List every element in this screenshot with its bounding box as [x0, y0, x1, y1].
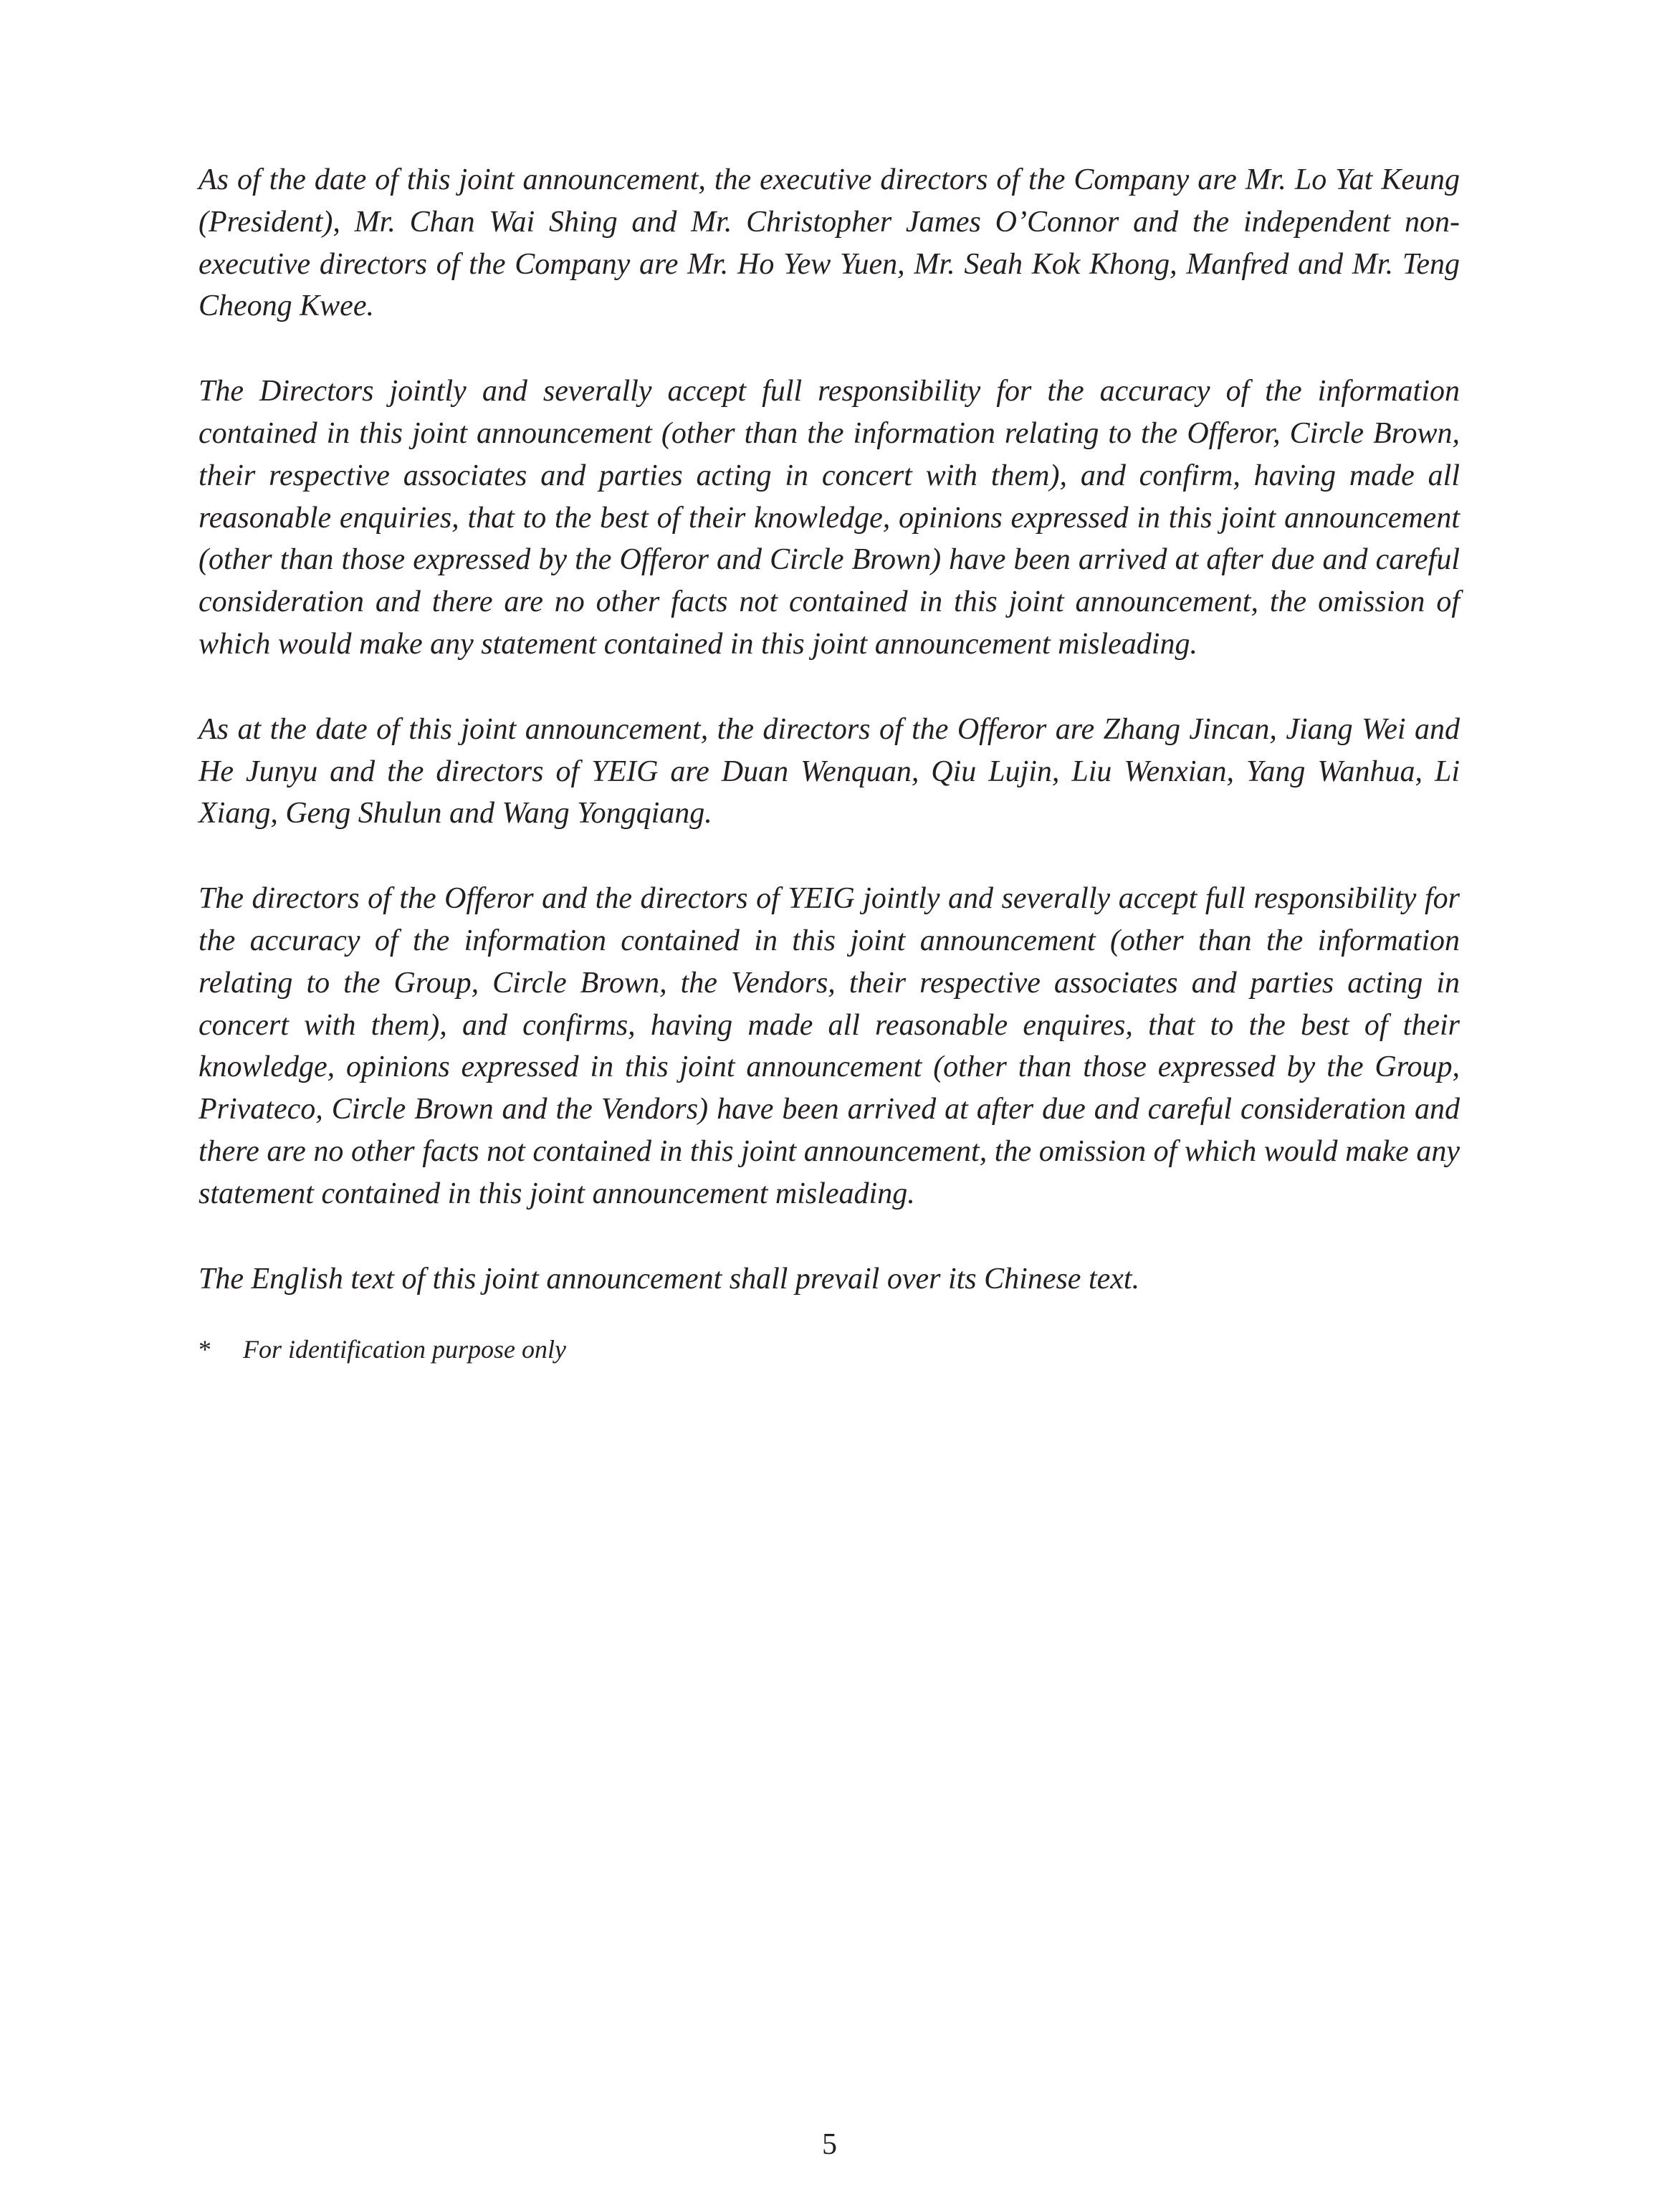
- footnote-text: For identification purpose only: [243, 1335, 566, 1364]
- page-body: [199, 159, 1460, 1367]
- paragraph-language-prevail: The English text of this joint announcement shall prevail over its Chinese text.: [199, 1262, 1140, 1296]
- paragraph-offeror-responsibility: The directors of the Offeror and the directors of YEIG jointly and severally accept full responsibility for the accuracy of the information contained in this joint announcement (other than the information relating to the Group, Circle Brown, the Vendors, their respective associates and parties acting in concert with them), and confirms, having made all reasonable enquires, that to the best of their knowledge, opinions expressed in this joint announcement (other than those expressed by the Group, Privateco, Circle Brown and the Vendors) have been arrived at after due and careful consideration and there are no other facts not contained in this joint announcement, the omission of which would make any statement contained in this joint announcement misleading.: [199, 882, 1460, 1210]
- paragraph-directors-responsibility: The Directors jointly and severally accept full responsibility for the accuracy of the information contained in this joint announcement (other than the information relating to the Offeror, Circle Brown, their respective associates and parties acting in concert with them), and confirm, having made all reasonable enquiries, that to the best of their knowledge, opinions expressed in this joint announcement (other than those expressed by the Offeror and Circle Brown) have been arrived at after due and careful consideration and there are no other facts not contained in this joint announcement, the omission of which would make any statement contained in this joint announcement misleading.: [199, 375, 1460, 661]
- page-number: 5: [822, 2128, 837, 2161]
- footnote-mark: *: [199, 1335, 211, 1364]
- paragraph-company-directors: As of the date of this joint announcement, the executive directors of the Company are Mr. Lo Yat Keung (President), Mr. Chan Wai Shing and Mr. Christopher James O’Connor and the independent non-executive directors of the Company are Mr. Ho Yew Yuen, Mr. Seah Kok Khong, Manfred and Mr. Teng Cheong Kwee.: [199, 163, 1460, 323]
- paragraph-offeror-directors: As at the date of this joint announcement, the directors of the Offeror are Zhang Jincan, Jiang Wei and He Junyu and the directors of YEIG are Duan Wenquan, Qiu Lujin, Liu Wenxian, Yang Wanhua, Li Xiang, Geng Shulun and Wang Yongqiang.: [199, 712, 1460, 830]
- footnote: [199, 1331, 1460, 1367]
